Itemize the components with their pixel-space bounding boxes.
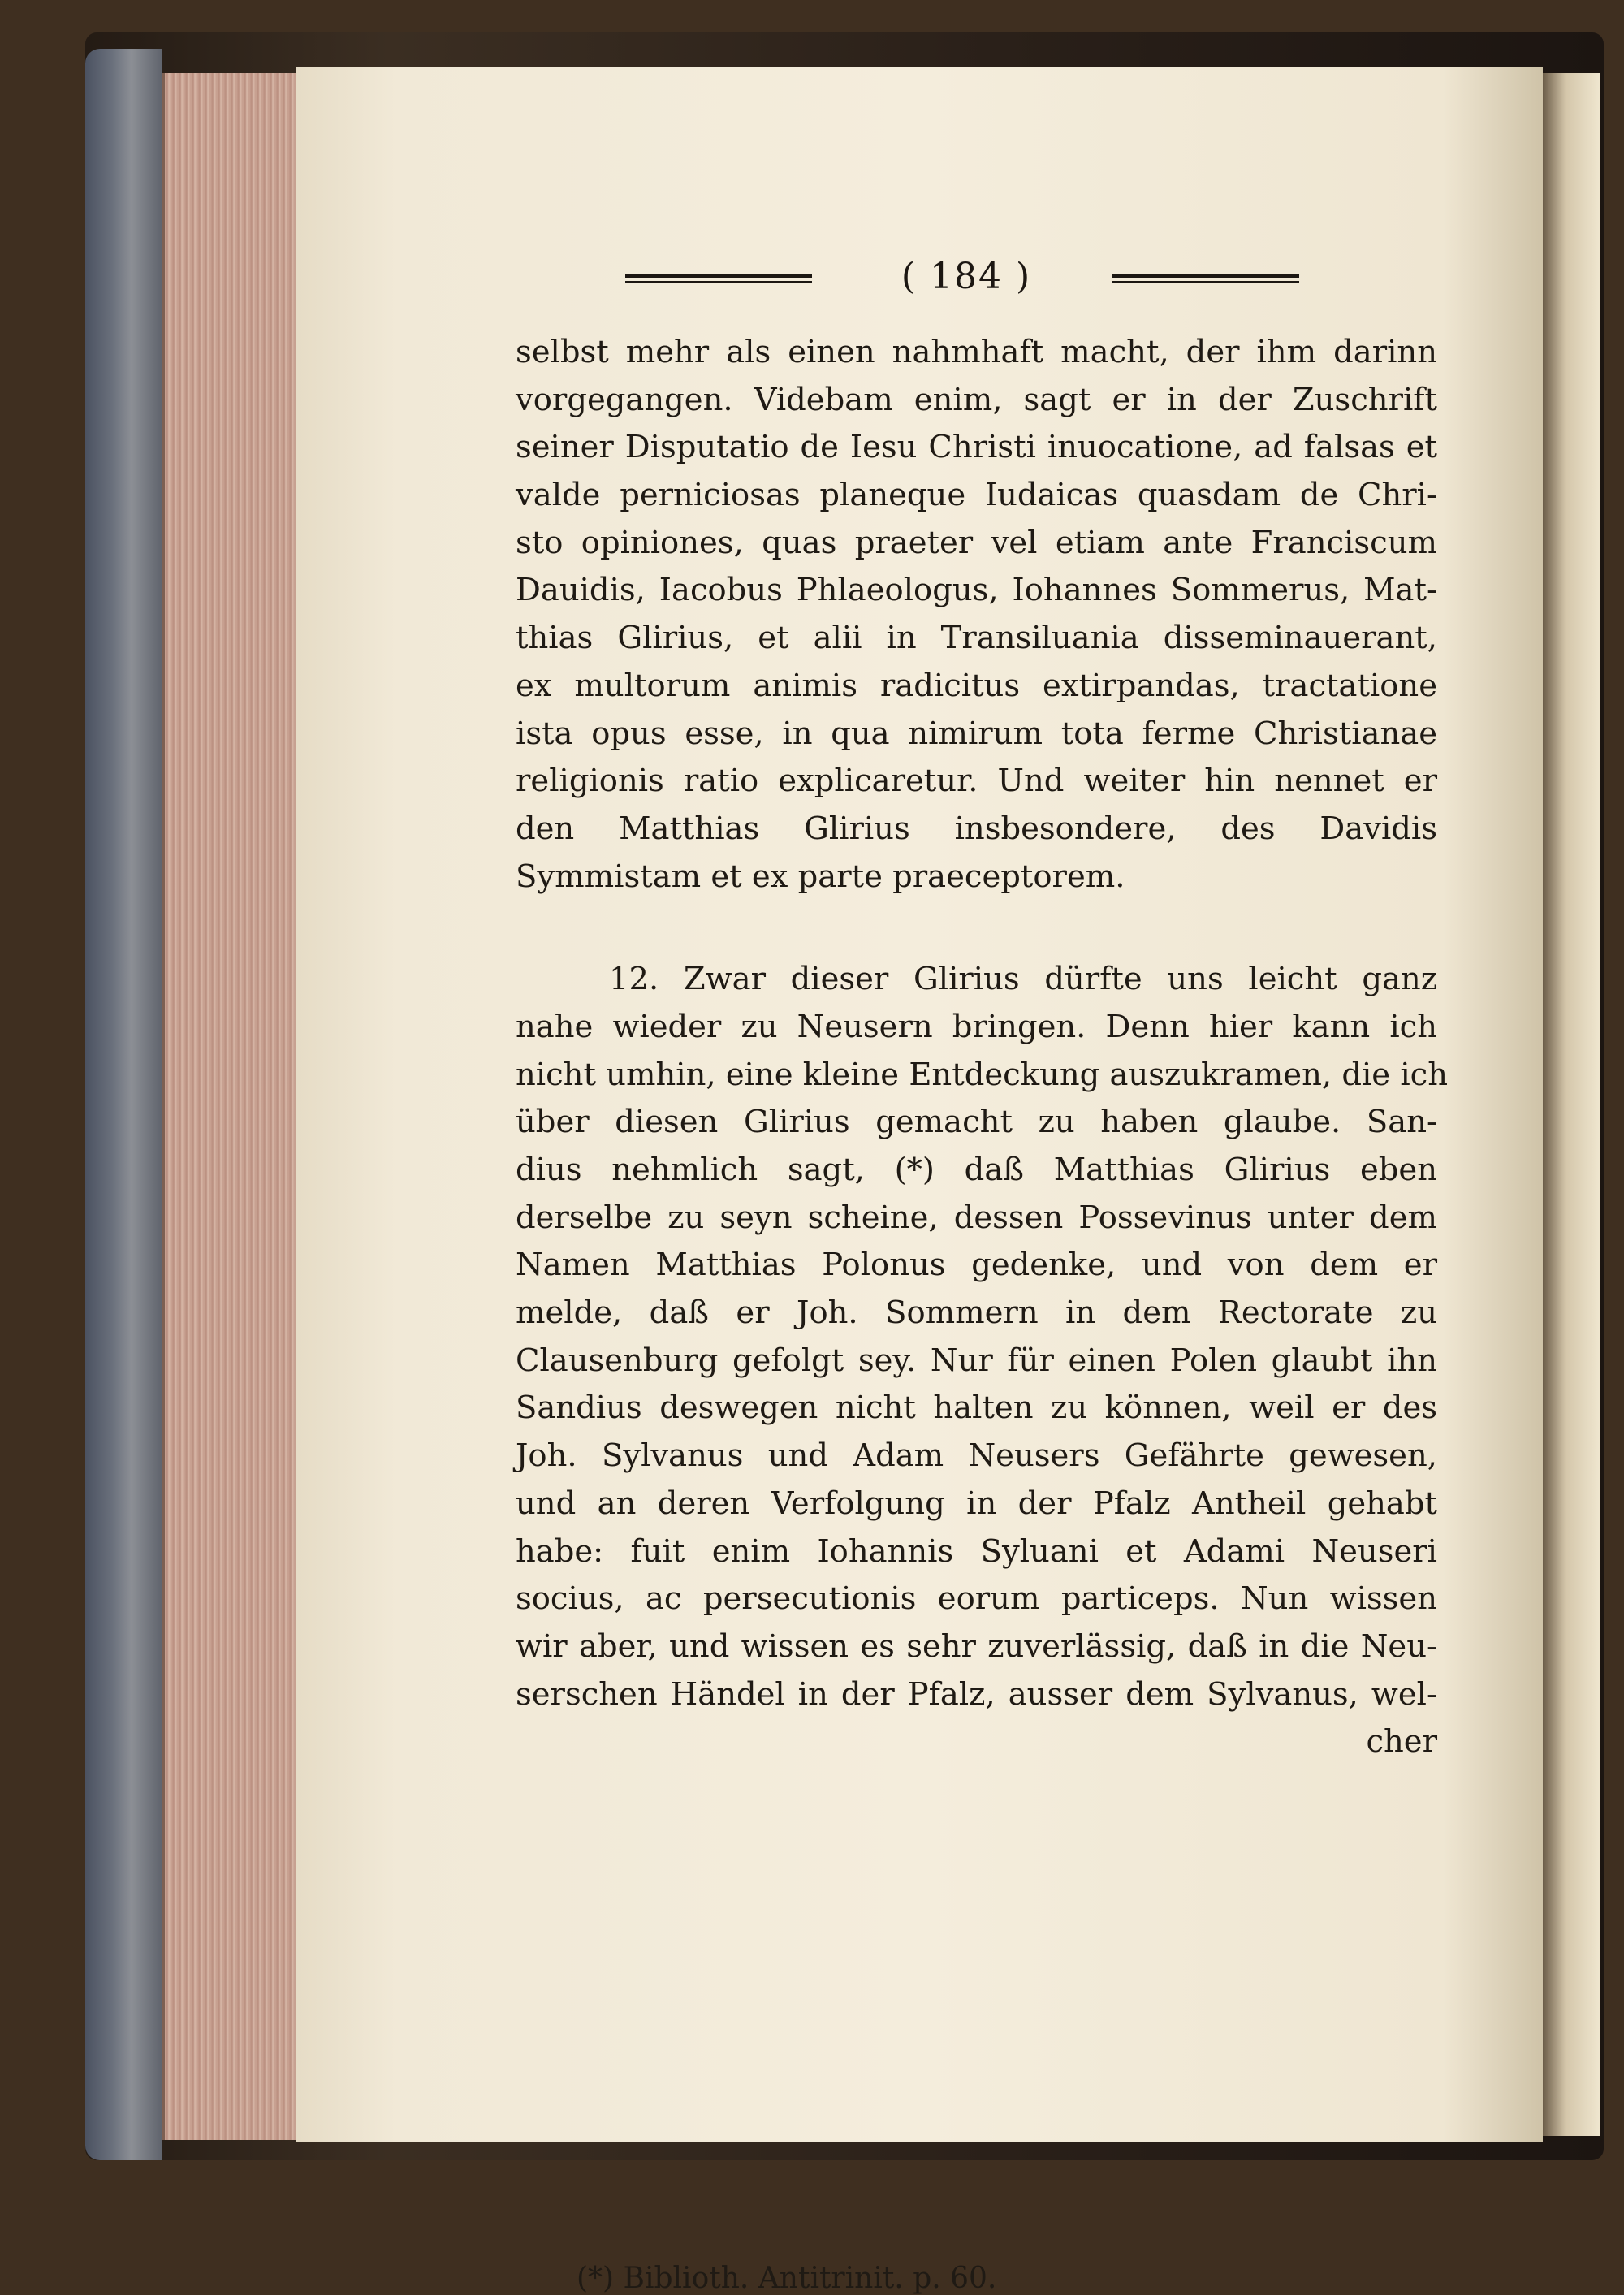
text-line: ista opus esse, in qua nimirum tota ferme Christianae bbox=[516, 715, 1437, 752]
page-number: ( 184 ) bbox=[901, 256, 1032, 297]
text-line: den Matthias Glirius insbesondere, des Davidis bbox=[516, 810, 1437, 847]
text-line: seiner Disputatio de Iesu Christi inuocatione, ad falsas et bbox=[516, 429, 1437, 466]
catchword: cher bbox=[1366, 1723, 1437, 1761]
page-header bbox=[625, 256, 1299, 313]
text-line: vorgegangen. Videbam enim, sagt er in der Zuschrift bbox=[516, 381, 1437, 418]
text-line: über diesen Glirius gemacht zu haben glaube. San- bbox=[516, 1104, 1437, 1141]
page-body bbox=[516, 329, 1448, 1766]
text-line: socius, ac persecutionis eorum particeps. Nun wissen bbox=[516, 1580, 1437, 1618]
header-rule-right bbox=[1112, 274, 1299, 292]
paragraph bbox=[516, 956, 1448, 1766]
text-line: selbst mehr als einen nahmhaft macht, der ihm darinn bbox=[516, 334, 1437, 370]
text-line: Dauidis, Iacobus Phlaeologus, Iohannes Sommerus, Mat- bbox=[516, 572, 1437, 609]
text-line: serschen Händel in der Pfalz, ausser dem Sylvanus, wel- bbox=[516, 1675, 1437, 1713]
text-line: Joh. Sylvanus und Adam Neusers Gefährte gewesen, bbox=[516, 1437, 1437, 1475]
text-line: nicht umhin, eine kleine Entdeckung auszukramen, die ich bbox=[516, 1056, 1448, 1093]
paragraph bbox=[516, 329, 1437, 901]
text-line: valde perniciosas planeque Iudaicas quasdam de Chri- bbox=[516, 477, 1437, 514]
text-line: Sandius deswegen nicht halten zu können, weil er des bbox=[516, 1390, 1437, 1427]
text-line: Namen Matthias Polonus gedenke, und von dem er bbox=[516, 1247, 1437, 1284]
text-line: religionis ratio explicaretur. Und weiter hin nennet er bbox=[516, 763, 1437, 800]
text-line: thias Glirius, et alii in Transiluania disseminauerant, bbox=[516, 620, 1437, 657]
text-line: Clausenburg gefolgt sey. Nur für einen Polen glaubt ihn bbox=[516, 1342, 1437, 1379]
text-line: habe: fuit enim Iohannis Syluani et Adami Neuseri bbox=[516, 1532, 1437, 1570]
book-spine-edge bbox=[85, 49, 162, 2160]
text-line: wir aber, und wissen es sehr zuverlässig, daß in die Neu- bbox=[516, 1627, 1437, 1665]
text-line: derselbe zu seyn scheine, dessen Possevinus unter dem bbox=[516, 1199, 1437, 1236]
text-line: und an deren Verfolgung in der Pfalz Antheil gehabt bbox=[516, 1485, 1437, 1522]
text-line: sto opiniones, quas praeter vel etiam ante Franciscum bbox=[516, 524, 1437, 561]
footnote: (*) Biblioth. Antitrinit. p. 60. bbox=[577, 2262, 997, 2295]
header-rule-left bbox=[625, 274, 812, 292]
text-line: ex multorum animis radicitus extirpandas, tractatione bbox=[516, 667, 1437, 704]
text-line: melde, daß er Joh. Sommern in dem Rectorate zu bbox=[516, 1294, 1437, 1332]
text-line: dius nehmlich sagt, (*) daß Matthias Glirius eben bbox=[516, 1152, 1437, 1188]
page-stack-edge bbox=[162, 73, 299, 2140]
facing-page-edge bbox=[1543, 73, 1600, 2136]
text-line: 12. Zwar dieser Glirius dürfte uns leicht ganz bbox=[609, 961, 1437, 998]
text-line: Symmistam et ex parte praeceptorem. bbox=[516, 858, 1125, 895]
text-line: nahe wieder zu Neusern bringen. Denn hier kann ich bbox=[516, 1008, 1437, 1045]
